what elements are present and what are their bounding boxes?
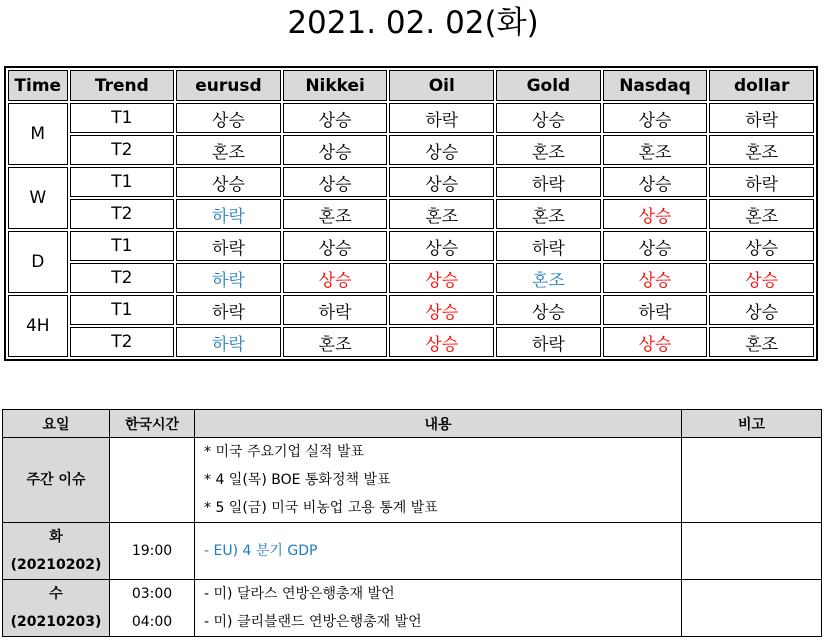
trend-cell-gold: 하락 — [496, 167, 601, 197]
trend-cell-dollar: 상승 — [709, 231, 814, 261]
header-trend: Trend — [70, 70, 175, 101]
trend-cell-gold: 혼조 — [496, 135, 601, 165]
trend-label-cell: T2 — [70, 327, 175, 357]
trend-row — [8, 167, 814, 197]
schedule-header-row — [3, 410, 822, 438]
page-title: 2021. 02. 02(화) — [287, 5, 539, 41]
timeframe-cell: M — [8, 103, 68, 165]
trend-cell-nikkei: 상승 — [283, 263, 388, 293]
trend-cell-dollar: 상승 — [709, 295, 814, 325]
trend-row — [8, 135, 814, 165]
trend-cell-nasdaq: 상승 — [603, 103, 708, 133]
trend-label-cell: T1 — [70, 103, 175, 133]
trend-cell-oil: 상승 — [389, 231, 494, 261]
trend-cell-nikkei: 상승 — [283, 231, 388, 261]
content-cell — [195, 438, 682, 523]
note-cell — [682, 580, 822, 637]
trend-label-cell: T1 — [70, 295, 175, 325]
trend-cell-nikkei: 혼조 — [283, 327, 388, 357]
trend-label-cell: T1 — [70, 167, 175, 197]
trend-cell-nasdaq: 상승 — [603, 167, 708, 197]
trend-cell-gold: 상승 — [496, 295, 601, 325]
timeframe-cell: 4H — [8, 295, 68, 357]
timeframe-cell: W — [8, 167, 68, 229]
trend-label-cell: T2 — [70, 199, 175, 229]
trend-cell-dollar: 혼조 — [709, 135, 814, 165]
timeframe-cell: D — [8, 231, 68, 293]
trend-cell-dollar: 상승 — [709, 263, 814, 293]
content-item: - EU) 4 분기 GDP — [204, 543, 318, 559]
trend-cell-nasdaq: 상승 — [603, 263, 708, 293]
trend-cell-eurusd: 상승 — [176, 167, 281, 197]
trend-row — [8, 199, 814, 229]
header-gold: Gold — [496, 70, 601, 101]
content-item: * 4 일(목) BOE 통화정책 발표 — [204, 472, 391, 488]
trend-cell-dollar: 혼조 — [709, 199, 814, 229]
trend-cell-nikkei: 하락 — [283, 295, 388, 325]
trend-cell-nasdaq: 하락 — [603, 295, 708, 325]
day-label: 수 — [49, 586, 63, 602]
trend-cell-nasdaq: 상승 — [603, 199, 708, 229]
trend-cell-oil: 상승 — [389, 167, 494, 197]
korea-time: 03:00 — [131, 586, 173, 602]
header-eurusd: eurusd — [176, 70, 281, 101]
day-cell — [3, 438, 110, 523]
trend-cell-eurusd: 상승 — [176, 103, 281, 133]
trend-cell-dollar: 하락 — [709, 167, 814, 197]
content-item: * 미국 주요기업 실적 발표 — [204, 444, 365, 460]
trend-cell-eurusd: 혼조 — [176, 135, 281, 165]
trend-cell-oil: 상승 — [389, 327, 494, 357]
trend-cell-gold: 혼조 — [496, 199, 601, 229]
note-cell — [682, 438, 822, 523]
content-item: - 미) 클리블랜드 연방은행총재 발언 — [204, 614, 422, 630]
korea-time: 04:00 — [131, 614, 173, 630]
trend-cell-oil: 혼조 — [389, 199, 494, 229]
header-time: Time — [8, 70, 68, 101]
note-cell — [682, 523, 822, 580]
schedule-row — [3, 523, 822, 580]
header-note: 비고 — [682, 410, 822, 438]
trend-cell-dollar: 혼조 — [709, 327, 814, 357]
trend-row — [8, 327, 814, 357]
day-cell — [3, 523, 110, 580]
day-label: 주간 이슈 — [26, 472, 86, 488]
header-day: 요일 — [3, 410, 110, 438]
trend-row — [8, 103, 814, 133]
trend-cell-gold: 하락 — [496, 327, 601, 357]
day-date: (20210203) — [10, 614, 102, 630]
trend-row — [8, 263, 814, 293]
trend-cell-nasdaq: 상승 — [603, 231, 708, 261]
schedule-row — [3, 438, 822, 523]
header-korea-time: 한국시간 — [110, 410, 195, 438]
trend-row — [8, 295, 814, 325]
trend-cell-gold: 상승 — [496, 103, 601, 133]
trend-cell-gold: 하락 — [496, 231, 601, 261]
korea-time-cell — [110, 523, 195, 580]
day-label: 화 — [49, 529, 63, 545]
schedule-table — [2, 409, 822, 637]
header-oil: Oil — [389, 70, 494, 101]
trend-cell-nasdaq: 혼조 — [603, 135, 708, 165]
content-item: - 미) 달라스 연방은행총재 발언 — [204, 586, 395, 602]
trend-cell-eurusd: 하락 — [176, 295, 281, 325]
trend-cell-oil: 상승 — [389, 263, 494, 293]
header-nasdaq: Nasdaq — [603, 70, 708, 101]
trend-label-cell: T2 — [70, 263, 175, 293]
trend-cell-eurusd: 하락 — [176, 327, 281, 357]
trend-cell-dollar: 하락 — [709, 103, 814, 133]
day-date: (20210202) — [10, 557, 102, 573]
trend-label-cell: T1 — [70, 231, 175, 261]
header-nikkei: Nikkei — [283, 70, 388, 101]
trend-cell-gold: 혼조 — [496, 263, 601, 293]
trend-cell-eurusd: 하락 — [176, 231, 281, 261]
header-content: 내용 — [195, 410, 682, 438]
trend-cell-nikkei: 상승 — [283, 103, 388, 133]
trend-table-body — [8, 103, 814, 357]
trend-cell-nikkei: 상승 — [283, 167, 388, 197]
header-dollar: dollar — [709, 70, 814, 101]
content-cell — [195, 580, 682, 637]
korea-time: 19:00 — [131, 543, 173, 559]
trend-cell-oil: 상승 — [389, 295, 494, 325]
trend-row — [8, 231, 814, 261]
trend-cell-oil: 상승 — [389, 135, 494, 165]
trend-table — [4, 66, 818, 361]
day-cell — [3, 580, 110, 637]
content-cell — [195, 523, 682, 580]
trend-cell-nikkei: 상승 — [283, 135, 388, 165]
trend-cell-eurusd: 하락 — [176, 263, 281, 293]
trend-cell-nasdaq: 상승 — [603, 327, 708, 357]
korea-time-cell — [110, 580, 195, 637]
trend-cell-nikkei: 혼조 — [283, 199, 388, 229]
schedule-row — [3, 580, 822, 637]
trend-cell-oil: 하락 — [389, 103, 494, 133]
korea-time-cell — [110, 438, 195, 523]
trend-header-row — [8, 70, 814, 101]
schedule-table-body — [3, 438, 822, 637]
trend-cell-eurusd: 하락 — [176, 199, 281, 229]
content-item: * 5 일(금) 미국 비농업 고용 통계 발표 — [204, 500, 438, 516]
trend-label-cell: T2 — [70, 135, 175, 165]
